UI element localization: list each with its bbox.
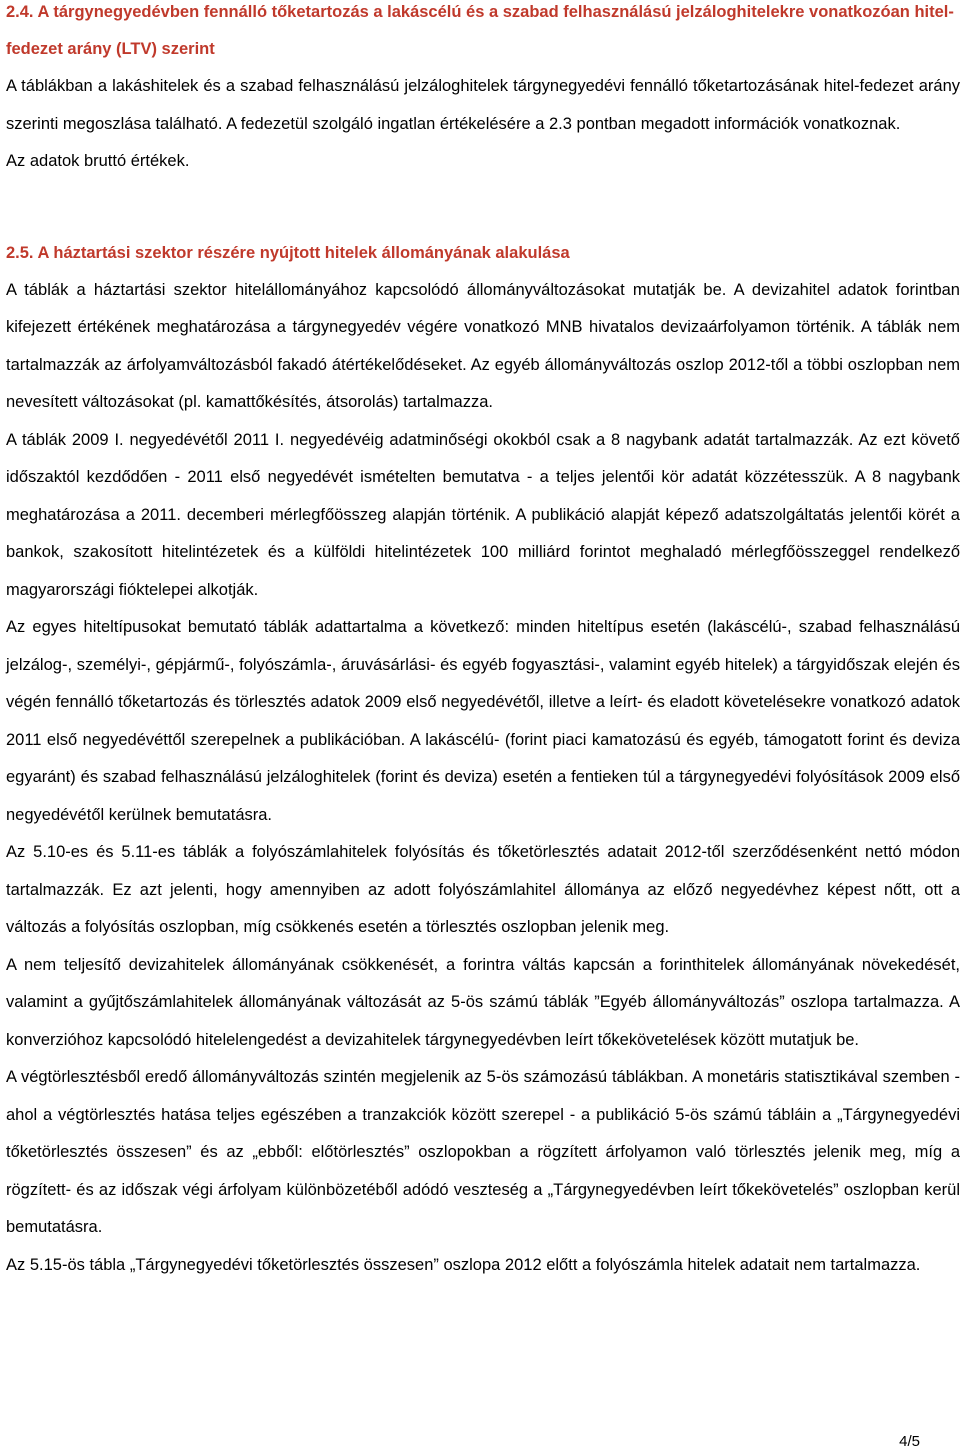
section-2-5-paragraph-6: A végtörlesztésből eredő állományváltozás szintén megjelenik az 5-ös számozású táblákban. A monetáris statisztikával szemben - ahol a végtörlesztés hatása teljes egészében a tranzakciók között szerepel - a publikáció 5-ös számú tábláin a „Tárgynegyedévi tőketörlesztés összesen” és az „ebből: előtörlesztés” oszlopokban a rögzített árfolyamon való törlesztés jelenik meg, míg a rögzített- és az időszak végi árfolyam különbözetéből adódó veszteség a „Tárgynegyedévben leírt tőkekövetelés” oszlopban kerül bemutatásra. (6, 1068, 960, 1236)
section-2-5-paragraph-7: Az 5.15-ös tábla „Tárgynegyedévi tőketörlesztés összesen” oszlopa 2012 előtt a folyószámla hitelek adatait nem tartalmazza. (6, 1255, 921, 1274)
section-2-5-paragraph-4: Az 5.10-es és 5.11-es táblák a folyószámlahitelek folyósítás és tőketörlesztés adatait 2012-től szerződésenként nettó módon tartalmazzák. Ez azt jelenti, hogy amennyiben az adott folyószámlahitel állománya az előző negyedévhez képest nőtt, ott a változás a folyósítás oszlopban, míg csökkenés esetén a törlesztés oszlopban jelenik meg. (6, 843, 960, 936)
section-heading-2-4: 2.4. A tárgynegyedévben fennálló tőketartozás a lakáscélú és a szabad felhasználású jelzáloghitelekre vonatkozóan hitel-fedezet arány (LTV) szerint (6, 3, 954, 58)
section-2-4-paragraph-1: A táblákban a lakáshitelek és a szabad felhasználású jelzáloghitelek tárgynegyedévi fennálló tőketartozásának hitel-fedezet arány szerinti megoszlása található. A fedezetül szolgáló ingatlan értékelésére a 2.3 pontban megadott információk vonatkoznak. (6, 77, 960, 133)
section-heading-2-5: 2.5. A háztartási szektor részére nyújtott hitelek állományának alakulása (6, 243, 570, 262)
section-2-5-paragraph-1: A táblák a háztartási szektor hitelállományához kapcsolódó állományváltozásokat mutatják be. A devizahitel adatok forintban kifejezett értékének meghatározása a tárgynegyedév végére vonatkozó MNB hivatalos devizaárfolyamon történik. A táblák nem tartalmazzák az árfolyamváltozásból fakadó átértékelődéseket. Az egyéb állományváltozás oszlop 2012-től a többi oszlopban nem nevesített változásokat (pl. kamattőkésítés, átsorolás) tartalmazza. (6, 280, 960, 411)
section-2-5-paragraph-3: Az egyes hiteltípusokat bemutató táblák adattartalma a következő: minden hiteltípus esetén (lakáscélú-, szabad felhasználású jelzálog-, személyi-, gépjármű-, folyószámla-, áruvásárlási- és egyéb fogyasztási-, valamint egyéb hitelek) a tárgyidőszak elején és végén fennálló tőketartozás és törlesztés adatok 2009 első negyedévétől, illetve a leírt- és eladott követelésekre vonatkozó adatok 2011 első negyedévéttől szerepelnek a publikációban. A lakáscélú- (forint piaci kamatozású és egyéb, támogatott forint és deviza egyaránt) és szabad felhasználású jelzáloghitelek (forint és deviza) esetén a fentieken túl a tárgynegyedévi folyósítások 2009 első negyedévétől kerülnek bemutatásra. (6, 618, 960, 824)
section-2-4-paragraph-2: Az adatok bruttó értékek. (6, 152, 190, 170)
section-2-5-paragraph-2: A táblák 2009 I. negyedévétől 2011 I. negyedévéig adatminőségi okokból csak a 8 nagybank adatát tartalmazzák. Az ezt követő időszaktól kezdődően - 2011 első negyedévét ismételten bemutatva - a teljes jelentői kör adatát közzétesszük. A 8 nagybank meghatározása a 2011. decemberi mérlegfőösszeg alapján történik. A publikáció alapját képező adatszolgáltatás jelentői körét a bankok, szakosított hitelintézetek és a külföldi hitelintézetek 100 milliárd forintot meghaladó mérlegfőösszeggel rendelkező magyarországi fióktelepei alkotják. (6, 430, 960, 599)
document-page (6, 0, 960, 1284)
section-spacer (6, 181, 960, 235)
page-number: 4/5 (899, 1433, 920, 1450)
section-2-5-paragraph-5: A nem teljesítő devizahitelek állományának csökkenését, a forintra váltás kapcsán a forinthitelek állományának növekedését, valamint a gyűjtőszámlahitelek állományának változását az 5-ös számú táblák ”Egyéb állományváltozás” oszlopa tartalmazza. A konverzióhoz kapcsolódó hitelelengedést a devizahitelek tárgynegyedévben leírt tőkekövetelések között mutatjuk be. (6, 955, 960, 1049)
